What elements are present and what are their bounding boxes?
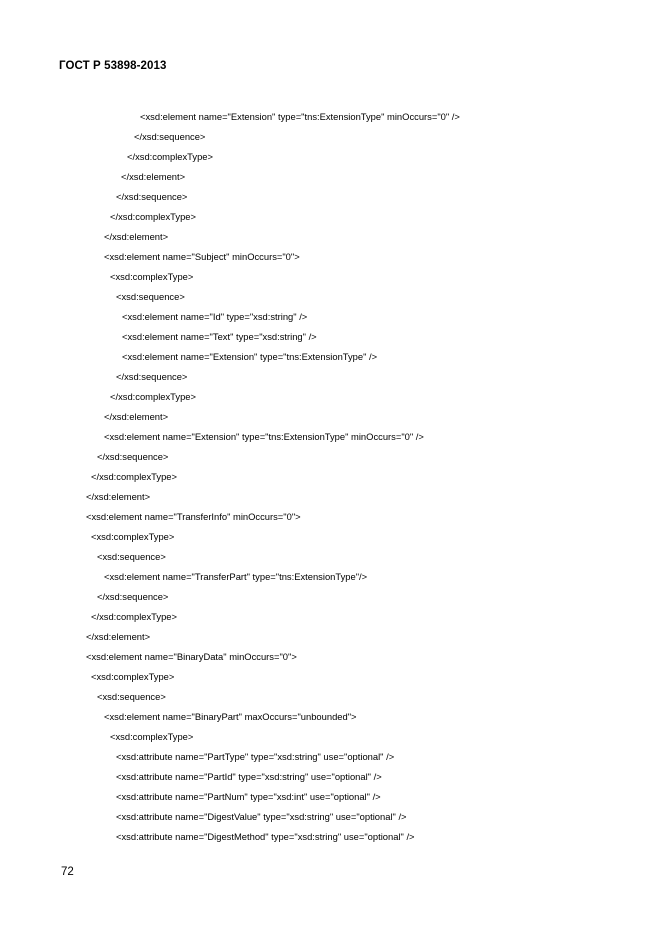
code-line: <xsd:element name="Extension" type="tns:ExtensionType" /> xyxy=(122,351,378,362)
document-id-header: ГОСТ Р 53898-2013 xyxy=(59,60,167,72)
code-line: <xsd:element name="TransferInfo" minOccurs="0"> xyxy=(86,511,301,522)
code-line: <xsd:element name="Extension" type="tns:ExtensionType" minOccurs="0" /> xyxy=(140,111,460,122)
code-line: </xsd:sequence> xyxy=(134,131,206,142)
code-line: <xsd:element name="Text" type="xsd:string" /> xyxy=(122,331,317,342)
code-line: <xsd:element name="BinaryPart" maxOccurs="unbounded"> xyxy=(104,711,357,722)
code-line: </xsd:complexType> xyxy=(127,151,213,162)
code-line: <xsd:sequence> xyxy=(97,551,166,562)
code-line: <xsd:complexType> xyxy=(110,731,194,742)
code-line: <xsd:attribute name="DigestValue" type="xsd:string" use="optional" /> xyxy=(116,811,407,822)
code-line: </xsd:complexType> xyxy=(110,391,196,402)
code-line: </xsd:element> xyxy=(121,171,186,182)
code-line: </xsd:sequence> xyxy=(97,591,169,602)
code-line: <xsd:element name="Extension" type="tns:ExtensionType" minOccurs="0" /> xyxy=(104,431,424,442)
code-line: <xsd:attribute name="DigestMethod" type="xsd:string" use="optional" /> xyxy=(116,831,415,842)
code-line: <xsd:complexType> xyxy=(91,531,175,542)
code-line: </xsd:element> xyxy=(86,491,151,502)
page-number: 72 xyxy=(61,866,74,878)
code-line: </xsd:complexType> xyxy=(91,611,177,622)
code-line: <xsd:sequence> xyxy=(116,291,185,302)
code-line: <xsd:element name="BinaryData" minOccurs="0"> xyxy=(86,651,297,662)
code-line: </xsd:element> xyxy=(86,631,151,642)
code-line: </xsd:element> xyxy=(104,231,169,242)
code-line: <xsd:complexType> xyxy=(110,271,194,282)
code-line: </xsd:complexType> xyxy=(91,471,177,482)
code-line: <xsd:complexType> xyxy=(91,671,175,682)
code-line: </xsd:sequence> xyxy=(116,371,188,382)
code-line: <xsd:attribute name="PartNum" type="xsd:int" use="optional" /> xyxy=(116,791,381,802)
code-line: <xsd:element name="TransferPart" type="tns:ExtensionType"/> xyxy=(104,571,368,582)
code-line: </xsd:sequence> xyxy=(116,191,188,202)
code-line: <xsd:element name="Subject" minOccurs="0"> xyxy=(104,251,300,262)
code-line: </xsd:complexType> xyxy=(110,211,196,222)
code-line: <xsd:attribute name="PartId" type="xsd:string" use="optional" /> xyxy=(116,771,382,782)
code-line: </xsd:element> xyxy=(104,411,169,422)
code-line: <xsd:element name="Id" type="xsd:string" /> xyxy=(122,311,308,322)
code-line: <xsd:sequence> xyxy=(97,691,166,702)
code-line: <xsd:attribute name="PartType" type="xsd:string" use="optional" /> xyxy=(116,751,395,762)
code-line: </xsd:sequence> xyxy=(97,451,169,462)
